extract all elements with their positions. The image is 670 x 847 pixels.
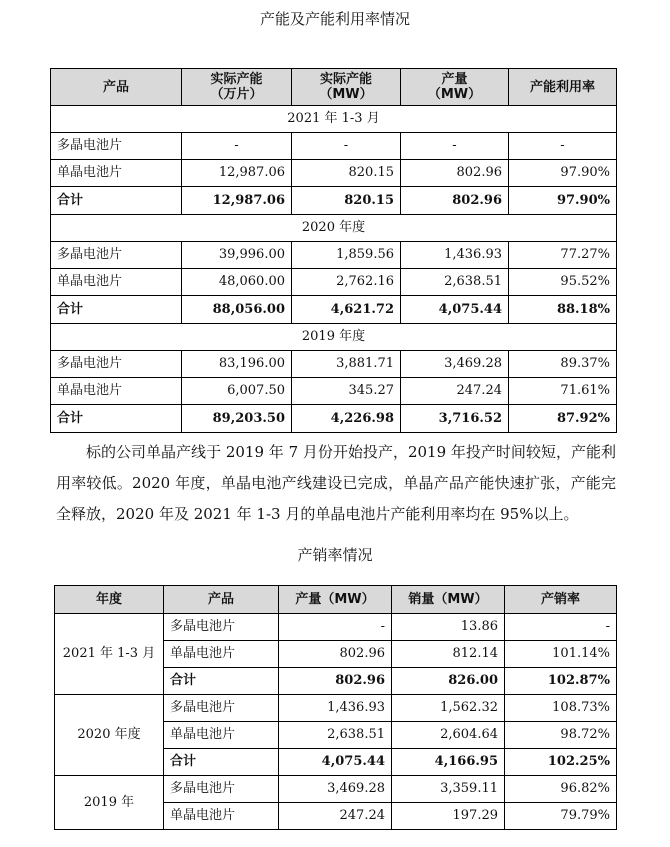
value-cell: 2,638.51 bbox=[401, 269, 509, 296]
product-cell: 单晶电池片 bbox=[51, 269, 182, 296]
value-cell: - bbox=[505, 614, 617, 641]
total-value: 4,621.72 bbox=[292, 296, 401, 324]
value-cell: 345.27 bbox=[292, 378, 401, 405]
product-cell: 多晶电池片 bbox=[164, 695, 279, 722]
total-value: 88,056.00 bbox=[182, 296, 292, 324]
column-header: 产量 （MW） bbox=[401, 69, 509, 106]
table-row bbox=[55, 614, 617, 641]
value-cell: 98.72% bbox=[505, 722, 617, 749]
section-row bbox=[51, 215, 617, 242]
total-row bbox=[51, 187, 617, 215]
header-row bbox=[51, 69, 617, 106]
value-cell: - bbox=[279, 614, 392, 641]
section-label: 2020 年度 bbox=[51, 215, 617, 242]
column-header: 实际产能 （MW） bbox=[292, 69, 401, 106]
value-cell: 39,996.00 bbox=[182, 242, 292, 269]
value-cell: 2,638.51 bbox=[279, 722, 392, 749]
total-value: 4,166.95 bbox=[392, 749, 505, 776]
total-row bbox=[51, 296, 617, 324]
column-header: 销量（MW） bbox=[392, 586, 505, 614]
product-cell: 多晶电池片 bbox=[164, 614, 279, 641]
total-label: 合计 bbox=[51, 187, 182, 215]
total-label: 合计 bbox=[51, 405, 182, 433]
section-label: 2021 年 1-3 月 bbox=[51, 106, 617, 133]
total-value: 12,987.06 bbox=[182, 187, 292, 215]
value-cell: 71.61% bbox=[509, 378, 617, 405]
year-cell: 2020 年度 bbox=[55, 695, 164, 776]
total-value: 826.00 bbox=[392, 668, 505, 695]
capacity-utilization-table bbox=[50, 68, 617, 433]
sales-rate-table bbox=[54, 585, 617, 830]
table-row bbox=[51, 351, 617, 378]
value-cell: 95.52% bbox=[509, 269, 617, 296]
value-cell: 12,987.06 bbox=[182, 160, 292, 187]
sales-table-title: 产销率情况 bbox=[297, 546, 373, 564]
table-row bbox=[55, 695, 617, 722]
total-value: 802.96 bbox=[401, 187, 509, 215]
table-row bbox=[51, 133, 617, 160]
value-cell: 48,060.00 bbox=[182, 269, 292, 296]
value-cell: 3,881.71 bbox=[292, 351, 401, 378]
year-cell: 2021 年 1-3 月 bbox=[55, 614, 164, 695]
value-cell: 3,469.28 bbox=[401, 351, 509, 378]
value-cell: 197.29 bbox=[392, 803, 505, 830]
value-cell: 247.24 bbox=[401, 378, 509, 405]
total-value: 3,716.52 bbox=[401, 405, 509, 433]
value-cell: 6,007.50 bbox=[182, 378, 292, 405]
total-label: 合计 bbox=[164, 749, 279, 776]
value-cell: 79.79% bbox=[505, 803, 617, 830]
total-value: 4,226.98 bbox=[292, 405, 401, 433]
column-header: 产量（MW） bbox=[279, 586, 392, 614]
total-value: 102.87% bbox=[505, 668, 617, 695]
total-label: 合计 bbox=[51, 296, 182, 324]
value-cell: 820.15 bbox=[292, 160, 401, 187]
value-cell: - bbox=[509, 133, 617, 160]
table-row bbox=[51, 269, 617, 296]
value-cell: 96.82% bbox=[505, 776, 617, 803]
product-cell: 多晶电池片 bbox=[51, 133, 182, 160]
product-cell: 单晶电池片 bbox=[164, 641, 279, 668]
value-cell: 108.73% bbox=[505, 695, 617, 722]
value-cell: 101.14% bbox=[505, 641, 617, 668]
section-row bbox=[51, 324, 617, 351]
value-cell: 97.90% bbox=[509, 160, 617, 187]
column-header: 产品 bbox=[164, 586, 279, 614]
total-label: 合计 bbox=[164, 668, 279, 695]
product-cell: 多晶电池片 bbox=[164, 776, 279, 803]
table-row bbox=[55, 776, 617, 803]
total-value: 4,075.44 bbox=[401, 296, 509, 324]
value-cell: 802.96 bbox=[401, 160, 509, 187]
product-cell: 单晶电池片 bbox=[51, 160, 182, 187]
value-cell: 802.96 bbox=[279, 641, 392, 668]
value-cell: 812.14 bbox=[392, 641, 505, 668]
total-value: 4,075.44 bbox=[279, 749, 392, 776]
product-cell: 单晶电池片 bbox=[164, 803, 279, 830]
total-value: 89,203.50 bbox=[182, 405, 292, 433]
column-header: 实际产能 （万片） bbox=[182, 69, 292, 106]
total-value: 102.25% bbox=[505, 749, 617, 776]
value-cell: - bbox=[292, 133, 401, 160]
total-value: 87.92% bbox=[509, 405, 617, 433]
section-row bbox=[51, 106, 617, 133]
product-cell: 单晶电池片 bbox=[51, 378, 182, 405]
total-value: 88.18% bbox=[509, 296, 617, 324]
section-label: 2019 年度 bbox=[51, 324, 617, 351]
header-row bbox=[55, 586, 617, 614]
capacity-table-title: 产能及产能利用率情况 bbox=[259, 10, 410, 28]
product-cell: 多晶电池片 bbox=[51, 242, 182, 269]
table-row bbox=[51, 378, 617, 405]
table-row bbox=[51, 160, 617, 187]
column-header: 产品 bbox=[51, 69, 182, 106]
total-value: 97.90% bbox=[509, 187, 617, 215]
value-cell: 1,562.32 bbox=[392, 695, 505, 722]
column-header: 产销率 bbox=[505, 586, 617, 614]
column-header: 年度 bbox=[55, 586, 164, 614]
product-cell: 多晶电池片 bbox=[51, 351, 182, 378]
total-row bbox=[51, 405, 617, 433]
value-cell: 1,436.93 bbox=[279, 695, 392, 722]
value-cell: 2,604.64 bbox=[392, 722, 505, 749]
value-cell: - bbox=[401, 133, 509, 160]
value-cell: 247.24 bbox=[279, 803, 392, 830]
value-cell: 1,859.56 bbox=[292, 242, 401, 269]
body-paragraph: 标的公司单晶产线于 2019 年 7 月份开始投产，2019 年投产时间较短，产能利用率较低。2020 年度，单晶电池产线建设已完成，单晶产品产能快速扩张，产能完全释放，2020 年及 2021 年 1-3 月的单晶电池片产能利用率均在 95%以上。 bbox=[56, 443, 616, 523]
value-cell: - bbox=[182, 133, 292, 160]
value-cell: 83,196.00 bbox=[182, 351, 292, 378]
total-value: 820.15 bbox=[292, 187, 401, 215]
year-cell: 2019 年 bbox=[55, 776, 164, 830]
product-cell: 单晶电池片 bbox=[164, 722, 279, 749]
value-cell: 89.37% bbox=[509, 351, 617, 378]
value-cell: 2,762.16 bbox=[292, 269, 401, 296]
value-cell: 3,469.28 bbox=[279, 776, 392, 803]
value-cell: 77.27% bbox=[509, 242, 617, 269]
table-row bbox=[51, 242, 617, 269]
total-value: 802.96 bbox=[279, 668, 392, 695]
column-header: 产能利用率 bbox=[509, 69, 617, 106]
value-cell: 1,436.93 bbox=[401, 242, 509, 269]
value-cell: 13.86 bbox=[392, 614, 505, 641]
value-cell: 3,359.11 bbox=[392, 776, 505, 803]
